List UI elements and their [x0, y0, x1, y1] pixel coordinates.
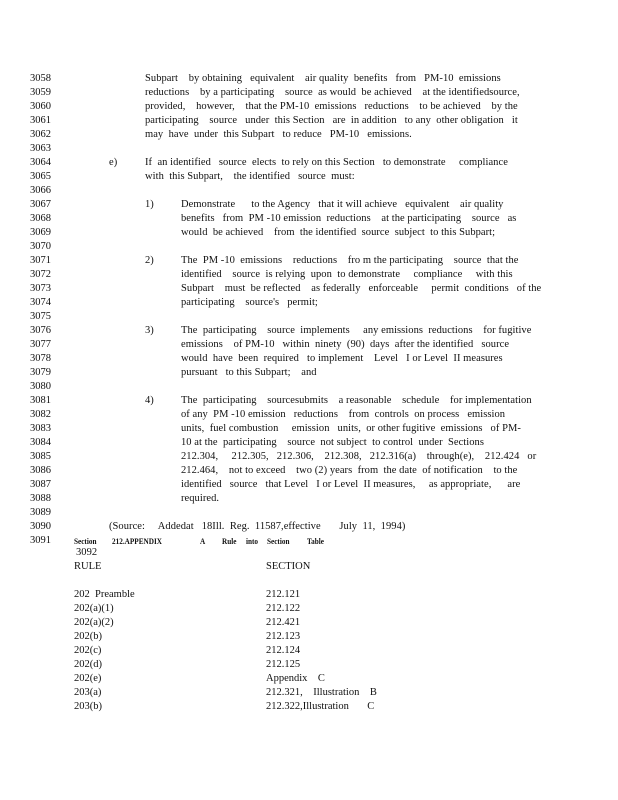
source-note: (Source: Addedat 18Ill. Reg. 11587,effective July 11, 1994) — [109, 521, 406, 532]
line-number: 3065 — [30, 171, 51, 182]
table-cell-section: 212.124 — [266, 645, 301, 656]
line-number: 3091 — [30, 535, 51, 546]
table-cell-rule: 202(b) — [74, 631, 102, 642]
line-number: 3087 — [30, 479, 51, 490]
item-label: 1) — [145, 199, 154, 210]
table-cell-rule: 202(a)(1) — [74, 603, 114, 614]
title-word: Section — [267, 536, 290, 546]
line-number: 3077 — [30, 339, 51, 350]
text-line: units, fuel combustion emission units, or other fugitive emissions of PM- — [181, 423, 521, 434]
text-line: If an identified source elects to rely on this Section to demonstrate compliance — [145, 157, 508, 168]
line-number: 3066 — [30, 185, 51, 196]
line-number: 3075 — [30, 311, 51, 322]
text-line: would have been required to implement Level I or Level II measures — [181, 353, 503, 364]
line-number: 3076 — [30, 325, 51, 336]
table-cell-section: 212.122 — [266, 603, 301, 614]
line-number: 3063 — [30, 143, 51, 154]
table-cell-rule: 203(a) — [74, 687, 102, 698]
text-line: identified source is relying upon to demonstrate compliance with this — [181, 269, 513, 280]
text-line: The PM -10 emissions reductions fro m the participating source that the — [181, 255, 519, 266]
text-line: reductions by a participating source as would be achieved at the identifiedsource, — [145, 87, 520, 98]
text-line: participating source's permit; — [181, 297, 318, 308]
text-line: provided, however, that the PM-10 emissions reductions to be achieved by the — [145, 101, 518, 112]
text-line: 10 at the participating source not subject to control under Sections — [181, 437, 484, 448]
line-number: 3074 — [30, 297, 51, 308]
line-number: 3068 — [30, 213, 51, 224]
line-number: 3067 — [30, 199, 51, 210]
column-header-rule: RULE — [74, 561, 102, 572]
line-number: 3058 — [30, 73, 51, 84]
text-line: would be achieved from the identified source subject to this Subpart; — [181, 227, 496, 238]
line-number: 3070 — [30, 241, 51, 252]
text-line: emissions of PM-10 within ninety (90) days after the identified source — [181, 339, 510, 350]
line-number: 3082 — [30, 409, 51, 420]
text-line: benefits from PM -10 emission reductions at the participating source as — [181, 213, 517, 224]
appendix-label: 212.APPENDIX — [112, 536, 162, 546]
line-number: 3088 — [30, 493, 51, 504]
text-line: 212.464, not to exceed two (2) years from the date of notification to the — [181, 465, 518, 476]
line-number: 3085 — [30, 451, 51, 462]
line-number: 3086 — [30, 465, 51, 476]
item-label: 3) — [145, 325, 154, 336]
item-label: e) — [109, 157, 118, 168]
table-cell-rule: 202(d) — [74, 659, 102, 670]
line-number: 3071 — [30, 255, 51, 266]
line-number: 3089 — [30, 507, 51, 518]
appendix-letter: A — [200, 536, 206, 546]
item-label: 4) — [145, 395, 154, 406]
table-cell-rule: 202(c) — [74, 645, 102, 656]
line-number: 3090 — [30, 521, 51, 532]
item-label: 2) — [145, 255, 154, 266]
table-cell-rule: 202(e) — [74, 673, 102, 684]
line-number: 3073 — [30, 283, 51, 294]
line-number: 3092 — [76, 547, 98, 558]
text-line: The participating source implements any emissions reductions for fugitive — [181, 325, 532, 336]
line-number: 3083 — [30, 423, 51, 434]
text-line: participating source under this Section are in addition to any other obligation it — [145, 115, 518, 126]
table-cell-rule: 203(b) — [74, 701, 102, 712]
table-cell-section: 212.121 — [266, 589, 301, 600]
line-number: 3069 — [30, 227, 51, 238]
text-line: with this Subpart, the identified source must: — [145, 171, 355, 182]
line-number: 3081 — [30, 395, 51, 406]
table-cell-section: 212.123 — [266, 631, 301, 642]
text-line: The participating sourcesubmits a reasonable schedule for implementation — [181, 395, 532, 406]
text-line: Subpart must be reflected as federally enforceable permit conditions of the — [181, 283, 542, 294]
line-number: 3061 — [30, 115, 51, 126]
text-line: identified source that Level I or Level II measures, as appropriate, are — [181, 479, 521, 490]
section-word: Section — [74, 536, 97, 546]
table-cell-section: 212.125 — [266, 659, 301, 670]
line-number: 3080 — [30, 381, 51, 392]
text-line: 212.304, 212.305, 212.306, 212.308, 212.316(a) through(e), 212.424 or — [181, 451, 537, 462]
table-cell-section: 212.322,Illustration C — [266, 701, 375, 712]
table-cell-section: Appendix C — [266, 673, 325, 684]
table-cell-rule: 202 Preamble — [74, 589, 135, 600]
title-word: Rule — [222, 536, 237, 546]
text-line: Subpart by obtaining equivalent air quality benefits from PM-10 emissions — [145, 73, 501, 84]
line-number: 3059 — [30, 87, 51, 98]
line-number: 3072 — [30, 269, 51, 280]
title-word: into — [246, 536, 259, 546]
line-number: 3060 — [30, 101, 51, 112]
text-line: may have under this Subpart to reduce PM-10 emissions. — [145, 129, 412, 140]
line-number: 3084 — [30, 437, 51, 448]
text-line: of any PM -10 emission reductions from controls on process emission — [181, 409, 506, 420]
text-line: Demonstrate to the Agency that it will achieve equivalent air quality — [181, 199, 504, 210]
title-word: Table — [307, 536, 325, 546]
text-line: pursuant to this Subpart; and — [181, 367, 317, 378]
line-number: 3079 — [30, 367, 51, 378]
column-header-section: SECTION — [266, 561, 311, 572]
table-cell-rule: 202(a)(2) — [74, 617, 114, 628]
table-cell-section: 212.321, Illustration B — [266, 687, 377, 698]
line-number: 3062 — [30, 129, 51, 140]
line-number: 3064 — [30, 157, 51, 168]
line-number: 3078 — [30, 353, 51, 364]
table-cell-section: 212.421 — [266, 617, 301, 628]
text-line: required. — [181, 493, 220, 504]
